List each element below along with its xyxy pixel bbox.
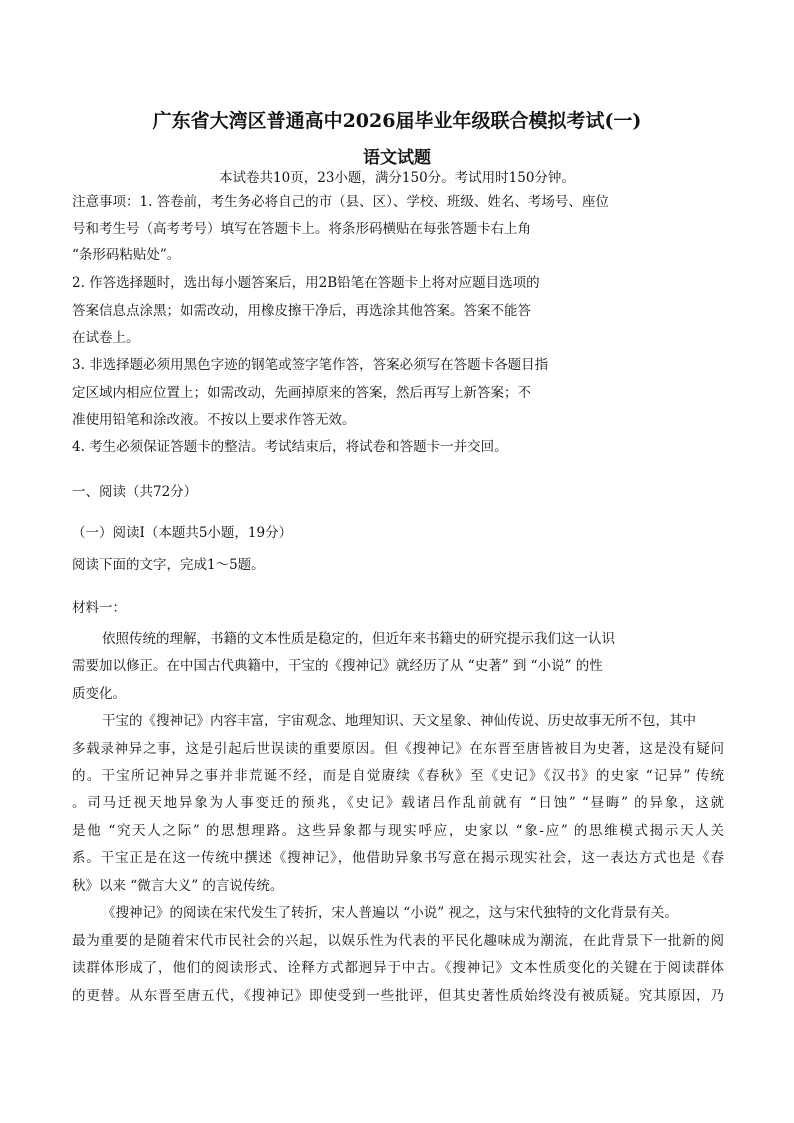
notes-line-1: 注意事项：1. 答卷前，考生务必将自己的市（县、区）、学校、班级、姓名、考场号、座位 [72, 194, 609, 210]
section-subheading: （一）阅读Ⅰ（本题共5小题，19分） [72, 525, 293, 541]
material-label: 材料一： [72, 600, 126, 616]
passage-p2-line-4: 。司马迁视天地异象为人事变迁的预兆，《史记》载诸吕作乱前就有 “日蚀” “昼晦” 的异象，这就 [72, 795, 724, 811]
passage-p1-line-3: 质变化。 [72, 686, 126, 702]
subject-title: 语文试题 [363, 148, 431, 168]
passage-p1-line-1: 依照传统的理解，书籍的文本性质是稳定的，但近年来书籍史的研究提示我们这一认识 [102, 631, 615, 647]
notes-line-9: 准使用铅笔和涂改液。不按以上要求作答无效。 [72, 412, 356, 428]
notes-line-6: 在试卷上。 [72, 330, 140, 346]
passage-p1-line-2: 需要加以修正。在中国古代典籍中，干宝的《搜神记》就经历了从 “史著” 到 “小说” 的性 [72, 658, 603, 674]
notes-line-7: 3. 非选择题必须用黑色字迹的钢笔或签字笔作答，答案必须写在答题卡各题目指 [72, 357, 549, 373]
notes-line-4: 2. 作答选择题时，选出每小题答案后，用2B铅笔在答题卡上将对应题目选项的 [72, 275, 540, 291]
passage-p3-line-4: 的更替。从东晋至唐五代，《搜神记》即使受到一些批评，但其史著性质始终没有被质疑。究其原因，乃 [72, 988, 724, 1004]
passage-p2-line-5: 是他 “究天人之际” 的思想理路。这些异象都与现实呼应，史家以 “象-应” 的思维模式揭示天人关 [72, 823, 724, 839]
notes-line-3: “条形码粘贴处”。 [72, 247, 181, 263]
passage-p3-line-2: 最为重要的是随着宋代市民社会的兴起，以娱乐性为代表的平民化趣味成为潮流，在此背景下一批新的阅 [72, 933, 724, 949]
exam-title: 广东省大湾区普通高中2026届毕业年级联合模拟考试(一) [152, 110, 642, 132]
notes-line-10: 4. 考生必须保证答题卡的整洁。考试结束后，将试卷和答题卡一并交回。 [72, 439, 508, 455]
passage-p2-line-2: 多载录神异之事，这是引起后世误读的重要原因。但《搜神记》在东晋至唐皆被目为史著，这是没有疑问 [72, 741, 724, 757]
section-heading: 一、阅读（共72分） [72, 484, 198, 500]
passage-p3-line-3: 读群体形成了，他们的阅读形式、诠释方式都迥异于中古。《搜神记》文本性质变化的关键在于阅读群体 [72, 960, 724, 976]
notes-line-5: 答案信息点涂黑；如需改动，用橡皮擦干净后，再选涂其他答案。答案不能答 [72, 303, 531, 319]
passage-p2-line-7: 秋》以来 “微言大义” 的言说传统。 [72, 878, 284, 894]
passage-p2-line-1: 干宝的《搜神记》内容丰富，宇宙观念、地理知识、天文星象、神仙传说、历史故事无所不包，其中 [102, 713, 696, 729]
notes-line-2: 号和考生号（高考考号）填写在答题卡上。将条形码横贴在每张答题卡右上角 [72, 221, 531, 237]
passage-p2-line-3: 的。干宝所记神异之事并非荒诞不经，而是自觉赓续《春秋》至《史记》《汉书》的史家 “记异” 传统 [72, 768, 724, 784]
notes-line-8: 定区域内相应位置上；如需改动，先画掉原来的答案，然后再写上新答案；不 [72, 385, 531, 401]
passage-p3-line-1: 《搜神记》的阅读在宋代发生了转折，宋人普遍以 “小说” 视之，这与宋代独特的文化背景有关。 [102, 905, 678, 921]
passage-p2-line-6: 系。干宝正是在这一传统中撰述《搜神记》，他借助异象书写意在揭示现实社会，这一表达方式也是《春 [72, 850, 724, 866]
section-instruction: 阅读下面的文字，完成1～5题。 [72, 557, 265, 573]
exam-info: 本试卷共10页，23小题，满分150分。考试用时150分钟。 [219, 170, 575, 186]
